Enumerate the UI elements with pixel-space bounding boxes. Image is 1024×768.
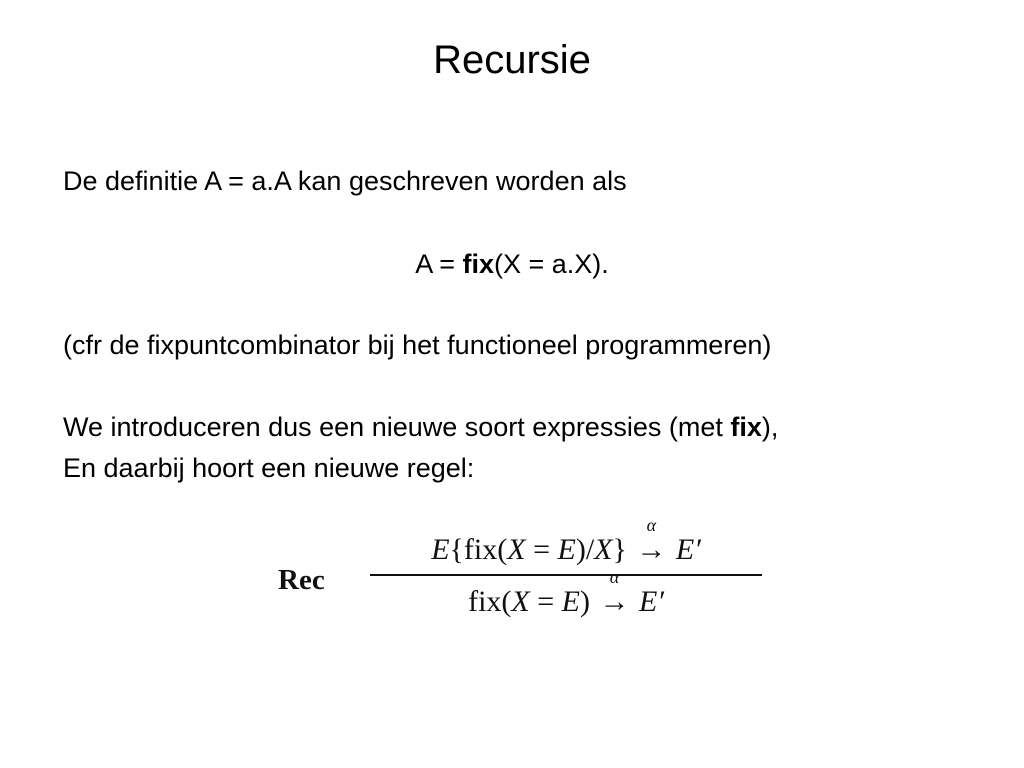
rule-conclusion — [370, 567, 762, 622]
introduce-keyword: fix — [730, 412, 762, 442]
conclusion-arrow — [598, 567, 632, 622]
fix-keyword: fix — [462, 249, 494, 279]
premise-fix-open: {fix( — [449, 533, 508, 566]
conclusion-fix-open: fix( — [468, 585, 512, 618]
premise-result: E′ — [675, 533, 701, 566]
definition-line — [63, 164, 627, 198]
rule-premise — [370, 515, 762, 570]
premise-slash: )/ — [575, 533, 595, 566]
conclusion-arrow-label: α — [609, 567, 620, 587]
introduce-line — [63, 410, 778, 444]
rule-name: Rec — [278, 564, 325, 596]
premise-eq: = — [525, 533, 558, 566]
rule-divider — [370, 574, 762, 576]
conclusion-eq: = — [529, 585, 562, 618]
conclusion-arrow-symbol: → — [599, 585, 630, 618]
fix-prefix: A = — [415, 249, 463, 279]
slide-title: Recursie — [433, 38, 591, 82]
premise-x2: X — [594, 533, 613, 566]
fix-suffix: (X = a.X). — [494, 249, 609, 279]
conclusion-e: E — [561, 585, 580, 618]
cfr-line — [63, 328, 771, 362]
premise-x: X — [507, 533, 526, 566]
rule-intro-line — [63, 451, 474, 485]
premise-e-inner: E — [557, 533, 576, 566]
conclusion-result: E′ — [639, 585, 664, 618]
rec-inference-rule — [278, 515, 768, 640]
conclusion-x: X — [511, 585, 530, 618]
introduce-suffix: ), — [761, 412, 779, 442]
rule-intro-text: En daarbij hoort een nieuwe regel: — [63, 453, 475, 483]
premise-arrow-label: α — [646, 515, 657, 535]
premise-close: } — [612, 533, 627, 566]
conclusion-close: ) — [580, 585, 590, 618]
rule-body — [370, 515, 762, 622]
premise-e: E — [431, 533, 450, 566]
premise-arrow-symbol: → — [636, 533, 667, 566]
fix-equation — [0, 247, 1024, 281]
premise-arrow — [634, 515, 668, 570]
definition-text: De definitie A = a.A kan geschreven worden als — [63, 166, 627, 196]
introduce-prefix: We introduceren dus een nieuwe soort expressies (met — [63, 412, 731, 442]
cfr-text: (cfr de fixpuntcombinator bij het functioneel programmeren) — [63, 330, 772, 360]
